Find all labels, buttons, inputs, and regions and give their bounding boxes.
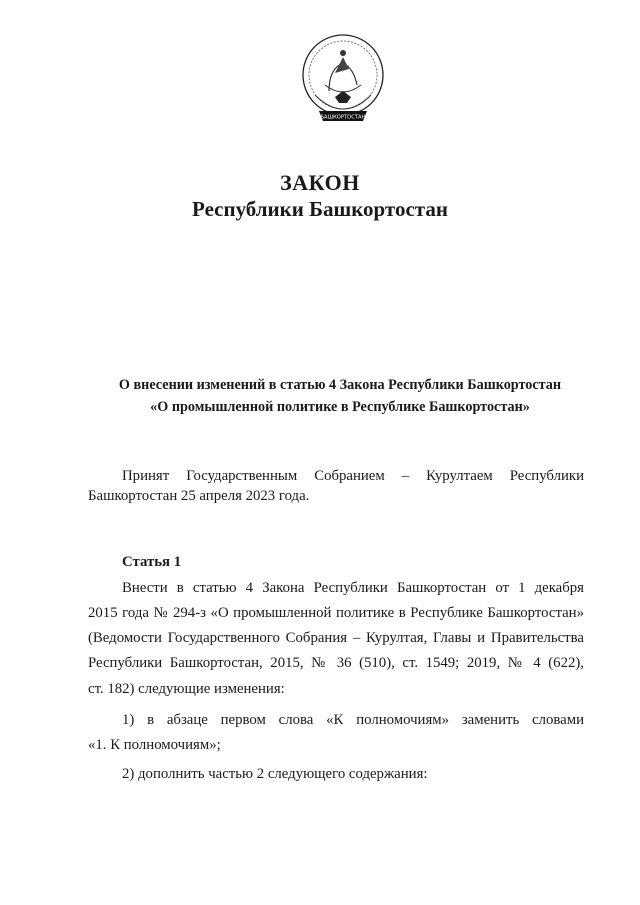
adopted-line-2: Башкортостан 25 апреля 2023 года. [88, 488, 310, 504]
item-1-line: 1) в абзаце первом слова «К полномочиям» заменить словами [122, 712, 584, 728]
paragraph-1-line: Республики Башкортостан, 2015, № 36 (510), ст. 1549; 2019, № 4 (622), [88, 655, 584, 671]
article-heading: Статья 1 [122, 554, 182, 570]
paragraph-1-line: 2015 года № 294-з «О промышленной политике в Республике Башкортостан» [88, 605, 584, 621]
document-subtitle: Республики Башкортостан [192, 197, 448, 221]
paragraph-1-line: (Ведомости Государственного Собрания – Курултая, Главы и Правительства [88, 630, 584, 646]
subject-line-1: О внесении изменений в статью 4 Закона Республики Башкортостан [118, 377, 562, 393]
adopted-line-1: Принят Государственным Собранием – Курултаем Республики [122, 468, 584, 484]
document-title: ЗАКОН [280, 170, 360, 195]
coat-of-arms-emblem [299, 33, 387, 133]
svg-text:БАШКОРТОСТАН: БАШКОРТОСТАН [320, 114, 366, 121]
paragraph-1-line: ст. 182) следующие изменения: [88, 681, 285, 697]
paragraph-1-line: Внести в статью 4 Закона Республики Башкортостан от 1 декабря [122, 580, 584, 596]
item-2-line: 2) дополнить частью 2 следующего содержания: [122, 766, 428, 782]
item-1-line: «1. К полномочиям»; [88, 737, 221, 753]
subject-line-2: «О промышленной политике в Республике Башкортостан» [150, 399, 530, 415]
